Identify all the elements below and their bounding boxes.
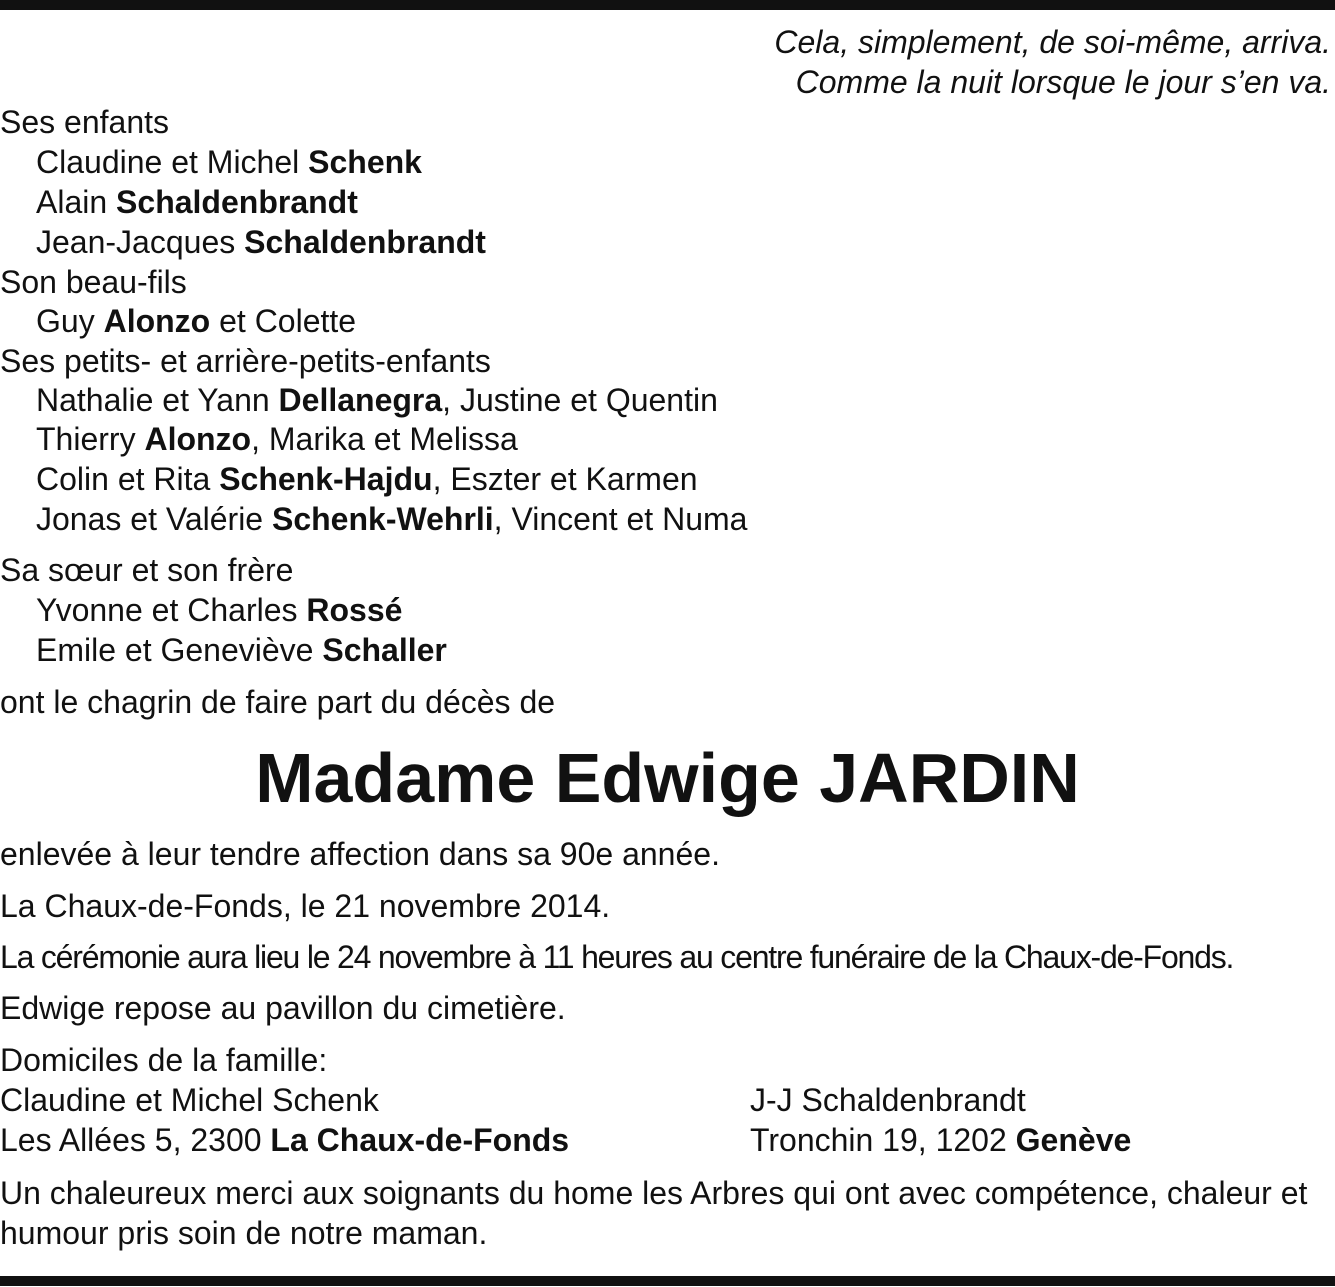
sibling-entry: Yvonne et Charles Rossé xyxy=(36,592,403,628)
thanks-text: Un chaleureux merci aux soignants du home les Arbres qui ont avec compétence, chaleur et humour pris soin de notre maman. xyxy=(0,1175,1308,1251)
child-entry: Claudine et Michel Schenk xyxy=(36,144,422,180)
sibling-entry: Emile et Geneviève Schaller xyxy=(36,632,447,668)
grandchild-entry: Jonas et Valérie Schenk-Wehrli, Vincent et Numa xyxy=(36,501,748,537)
top-border-rule xyxy=(0,0,1335,10)
stepson-entry: Guy Alonzo et Colette xyxy=(36,303,357,339)
children-heading: Ses enfants xyxy=(0,104,169,140)
stepson-heading: Son beau-fils xyxy=(0,264,187,300)
announcement-text: ont le chagrin de faire part du décès de xyxy=(0,684,556,720)
domicile-right-address: Tronchin 19, 1202 Genève xyxy=(750,1122,1132,1158)
siblings-heading: Sa sœur et son frère xyxy=(0,552,294,588)
ceremony-text: La cérémonie aura lieu le 24 novembre à 11 heures au centre funéraire de la Chaux-de-Fonds. xyxy=(0,939,1234,975)
deceased-name: Madame Edwige JARDIN xyxy=(255,739,1080,817)
domiciles-heading: Domiciles de la famille: xyxy=(0,1042,328,1078)
epigraph-line-2: Comme la nuit lorsque le jour s’en va. xyxy=(795,64,1331,100)
grandchildren-heading: Ses petits- et arrière-petits-enfants xyxy=(0,343,491,379)
grandchild-entry: Nathalie et Yann Dellanegra, Justine et Quentin xyxy=(36,382,718,418)
bottom-border-rule xyxy=(0,1276,1335,1286)
child-entry: Alain Schaldenbrandt xyxy=(36,184,358,220)
grandchild-entry: Thierry Alonzo, Marika et Melissa xyxy=(36,421,518,457)
domicile-right-name: J-J Schaldenbrandt xyxy=(750,1082,1026,1118)
grandchild-entry: Colin et Rita Schenk-Hajdu, Eszter et Karmen xyxy=(36,461,698,497)
domicile-left-name: Claudine et Michel Schenk xyxy=(0,1082,379,1118)
child-entry: Jean-Jacques Schaldenbrandt xyxy=(36,224,486,260)
domicile-left-address: Les Allées 5, 2300 La Chaux-de-Fonds xyxy=(0,1122,570,1158)
age-line: enlevée à leur tendre affection dans sa 90e année. xyxy=(0,836,720,872)
place-date: La Chaux-de-Fonds, le 21 novembre 2014. xyxy=(0,888,611,924)
epigraph-line-1: Cela, simplement, de soi-même, arriva. xyxy=(774,24,1331,60)
rest-text: Edwige repose au pavillon du cimetière. xyxy=(0,990,566,1026)
